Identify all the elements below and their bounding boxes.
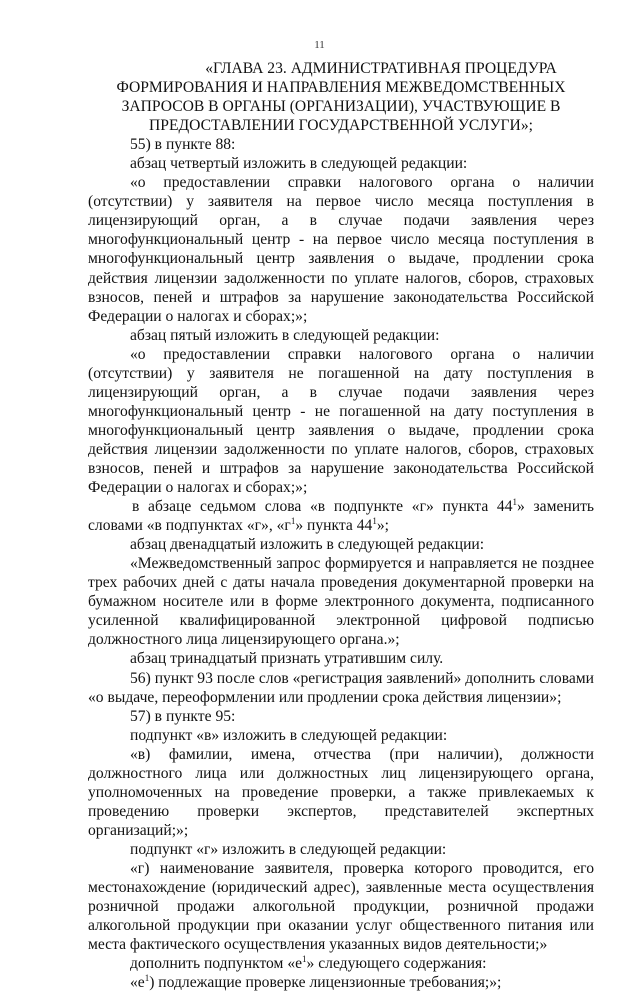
paragraph-abzac-4-header: абзац четвертый изложить в следующей редакции: [130, 155, 468, 173]
paragraph-abzac-4-text: «о предоставлении справки налогового органа о наличии (отсутствии) у заявителя на первое число месяца поступления в лицензирующий орган, а в случае подачи заявления через многофункциональный центр - на первое число месяца поступления в многофункциональный центр заявления о выдаче, продлении срока действия лицензии задолженности по уплате налогов, сборов, страховых взносов, пеней и штрафов за нарушение законодательства Российской Федерации о налогах и сборах;»; [88, 174, 594, 325]
chapter-title: «ГЛАВА 23. АДМИНИСТРАТИВНАЯ ПРОЦЕДУРА ФОРМИРОВАНИЯ И НАПРАВЛЕНИЯ МЕЖВЕДОМСТВЕННЫХ ЗАПРОСОВ В ОРГАНЫ (ОРГАНИЗАЦИИ), УЧАСТВУЮЩИЕ В ПРЕДОСТАВЛЕНИИ ГОСУДАРСТВЕННОЙ УСЛУГИ»; [116, 60, 566, 135]
paragraph-subitem-v-text: «в) фамилии, имена, отчества (при наличии), должности должностного лица или должностных лиц лицензирующего органа, уполномоченных на проведение проверки, а также привлекаемых к проведению проверки экспертов, представителей экспертных организаций;»; [88, 745, 594, 839]
paragraph-abzac-5-header: абзац пятый изложить в следующей редакции: [130, 326, 440, 344]
paragraph-subitem-g-header: подпункт «г» изложить в следующей редакции: [130, 840, 447, 858]
superscript: 1 [372, 515, 377, 526]
superscript: 1 [302, 954, 307, 965]
text-segment: ) подлежащие проверке лицензионные требования;»; [149, 974, 502, 992]
text-segment: дополнить подпунктом «е [130, 955, 303, 973]
text-segment: » заменить словами «в подпунктах «г», «г [88, 498, 595, 535]
paragraph-subitem-g-text: «г) наименование заявителя, проверка которого проводится, его местонахождение (юридический адрес), заявленные места осуществления розничной продажи алкогольной продукции, розничной продажи алкогольной продукции при оказании услуг общественного питания или места фактического осуществления указанных видов деятельности;» [88, 859, 594, 954]
superscript: 1 [144, 973, 150, 984]
text-segment: » пункта 44 [295, 517, 373, 535]
paragraph-subitem-e1-header [88, 954, 594, 973]
paragraph-subitem-e1-text [88, 973, 594, 992]
paragraph-abzac-7-replace [88, 497, 594, 535]
paragraph-abzac-13: абзац тринадцатый признать утратившим силу. [130, 650, 444, 668]
document-body [88, 59, 594, 992]
superscript: 1 [290, 515, 296, 526]
paragraph-item-55: 55) в пункте 88: [130, 136, 236, 154]
text-segment: »; [376, 517, 389, 535]
paragraph-abzac-5-text: «о предоставлении справки налогового органа о наличии (отсутствии) у заявителя не погашенной на дату поступления в лицензирующий орган, а в случае подачи заявления через многофункциональный центр - не погашенной на дату поступления в многофункциональный центр заявления о выдаче, продлении срока действия лицензии задолженности по уплате налогов, сборов, страховых взносов, пеней и штрафов за нарушение законодательства Российской Федерации о налогах и сборах;»; [88, 345, 594, 497]
page-number: 11 [314, 39, 325, 51]
paragraph-item-56: 56) пункт 93 после слов «регистрация заявлений» дополнить словами «о выдаче, переоформлении или продлении срока действия лицензии»; [88, 669, 594, 706]
text-segment: в абзаце седьмом слова «в подпункте «г» пункта 44 [132, 498, 513, 516]
paragraph-item-57: 57) в пункте 95: [130, 707, 236, 725]
superscript: 1 [512, 496, 518, 507]
text-segment: «е [130, 974, 145, 992]
paragraph-subitem-v-header: подпункт «в» изложить в следующей редакции: [130, 726, 448, 744]
paragraph-abzac-12-text: «Межведомственный запрос формируется и направляется не позднее трех рабочих дней с даты начала проведения документарной проверки на бумажном носителе или в форме электронного документа, подписанного усиленной квалифицированной электронной цифровой подписью должностного лица лицензирующего органа.»; [88, 555, 594, 649]
text-segment: » следующего содержания: [306, 955, 487, 973]
paragraph-abzac-12-header: абзац двенадцатый изложить в следующей редакции: [130, 536, 485, 554]
